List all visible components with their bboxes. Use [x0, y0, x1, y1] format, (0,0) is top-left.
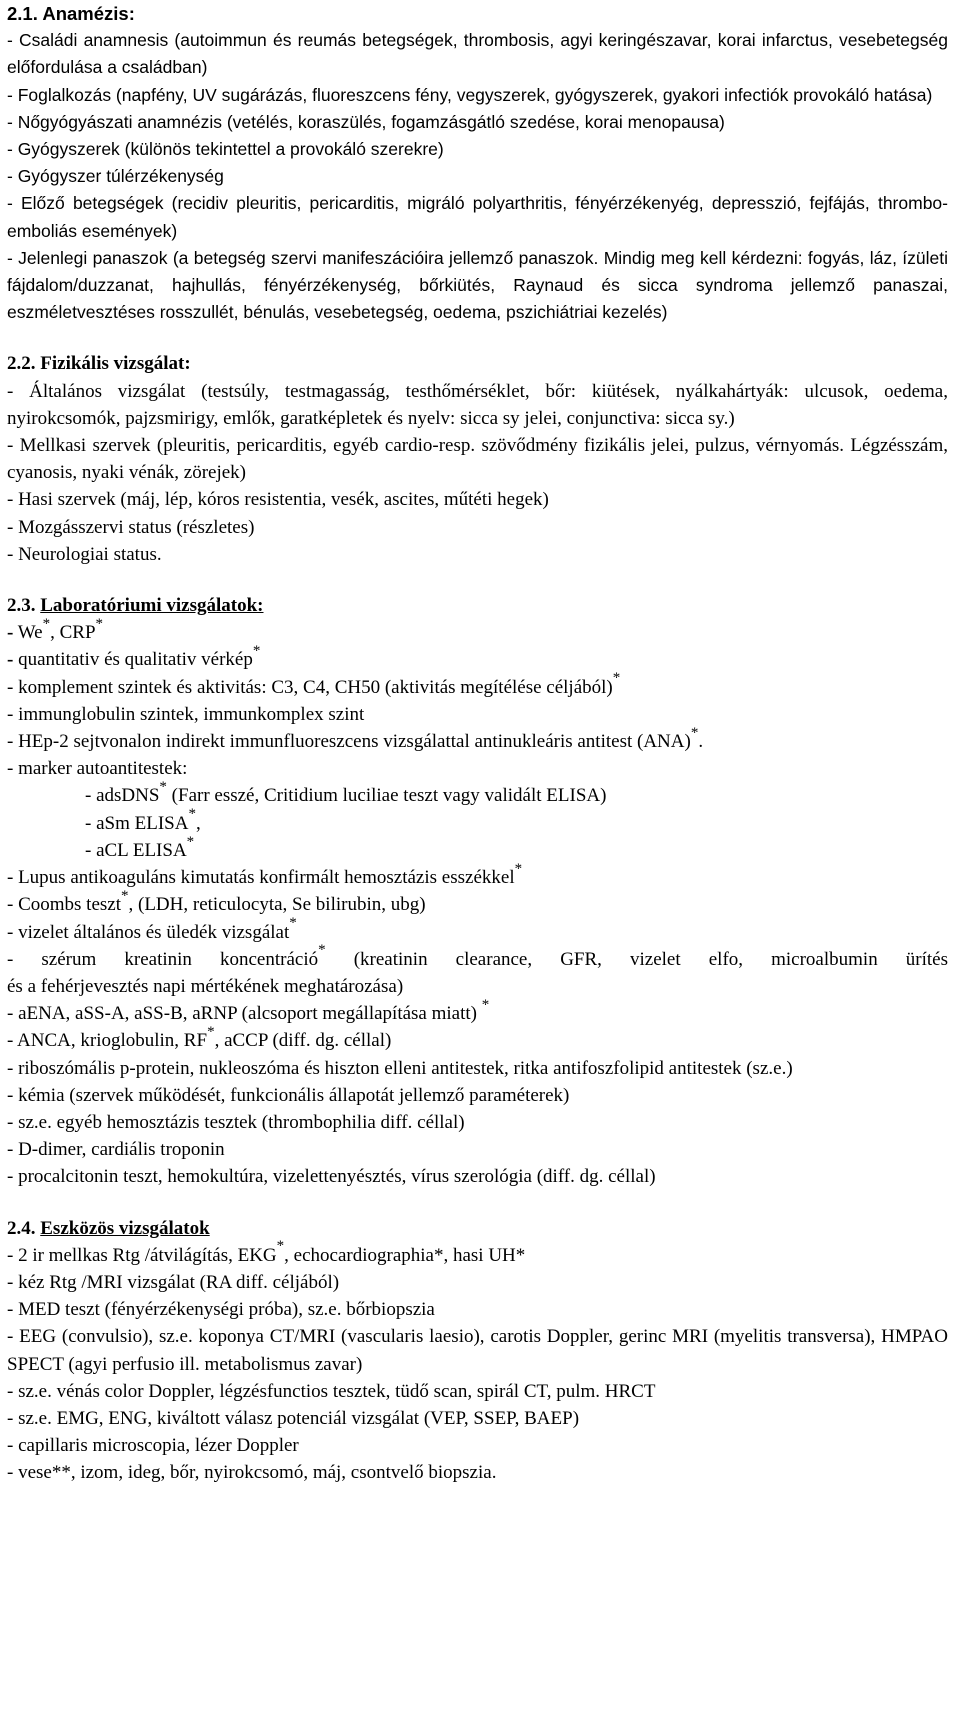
- list-item: - sz.e. egyéb hemosztázis tesztek (thrombophilia diff. céllal): [7, 1111, 465, 1133]
- list-item: - EEG (convulsio), sz.e. koponya CT/MRI (vascularis laesio), carotis Doppler, gerinc MRI (myelitis transversa), HMPAO SPECT (agyi perfusio ill. metabolismus zavar): [7, 1326, 948, 1375]
- list-item: - riboszómális p-protein, nukleoszóma és hiszton elleni antitestek, ritka antifoszfolipid antitestek (sz.e.): [7, 1057, 793, 1079]
- list-item: - Foglalkozás (napfény, UV sugárázás, fluoreszcens fény, vegyszerek, gyógyszerek, gyakori infectiók provokáló hatása): [7, 84, 933, 105]
- list-item: - Családi anamnesis (autoimmun és reumás betegségek, thrombosis, agyi keringészavar, korai infarctus, vesebetegség előfordulása a családban): [7, 30, 948, 78]
- list-item: - Lupus antikoaguláns kimutatás konfirmált hemosztázis esszékkel*: [7, 860, 523, 889]
- list-item: - sz.e. vénás color Doppler, légzésfunctios tesztek, tüdő scan, spirál CT, pulm. HRCT: [7, 1380, 656, 1402]
- list-item: - We*, CRP*: [7, 615, 104, 644]
- section-title: Fizikális vizsgálat:: [40, 353, 191, 375]
- list-item: - capillaris microscopia, lézer Doppler: [7, 1435, 299, 1457]
- list-item: - aSm ELISA*,: [85, 806, 201, 834]
- section-number: 2.2.: [7, 353, 36, 375]
- list-item: - quantitativ és qualitativ vérkép*: [7, 643, 261, 671]
- list-item: - aCL ELISA*: [85, 833, 195, 861]
- list-item: - procalcitonin teszt, hemokultúra, vizelettenyésztés, vírus szerológia (diff. dg. céllal): [7, 1166, 656, 1188]
- list-item: - Nőgyógyászati anamnézis (vetélés, koraszülés, fogamzásgátló szedése, korai menopausa): [7, 111, 725, 132]
- list-item: - vizelet általános és üledék vizsgálat*: [7, 915, 297, 943]
- list-item: - Mellkasi szervek (pleuritis, pericarditis, egyéb cardio-resp. szövődmény fizikális jelei, pulzus, vérnyomás. Légzésszám, cyanosis, nyaki vénák, zörejek): [7, 435, 948, 484]
- list-item: - vese**, izom, ideg, bőr, nyirokcsomó, máj, csontvelő biopszia.: [7, 1462, 497, 1484]
- list-item: - sz.e. EMG, ENG, kiváltott válasz potenciál vizsgálat (VEP, SSEP, BAEP): [7, 1407, 580, 1429]
- section-2-3-body: [7, 615, 949, 1190]
- section-2-4-heading: [7, 1215, 948, 1242]
- list-item: - MED teszt (fényérzékenységi próba), sz.e. bőrbiopszia: [7, 1299, 435, 1321]
- section-2-1-body: [7, 27, 948, 326]
- section-2-4-body: [7, 1238, 948, 1487]
- section-title: Laboratóriumi vizsgálatok:: [40, 595, 264, 617]
- list-item: - szérum kreatinin koncentráció* (kreatinin clearance, GFR, vizelet elfo, microalbumin ürítés: [7, 942, 949, 970]
- list-item: - Előző betegségek (recidiv pleuritis, pericarditis, migráló polyarthritis, fényérzékenyég, depresszió, fejfájás, thrombo-emboliás események): [7, 193, 948, 241]
- list-item: - adsDNS* (Farr esszé, Critidium luciliae teszt vagy validált ELISA): [85, 779, 607, 807]
- section-number: 2.1.: [7, 3, 38, 24]
- list-item: - Gyógyszerek (különös tekintettel a provokáló szerekre): [7, 139, 444, 160]
- section-2-3-heading: [7, 592, 948, 619]
- list-item: - ANCA, krioglobulin, RF*, aCCP (diff. dg. céllal): [7, 1023, 392, 1052]
- list-item: - kémia (szervek működését, funkcionális állapotát jellemző paraméterek): [7, 1084, 570, 1106]
- list-item: - aENA, aSS-A, aSS-B, aRNP (alcsoport megállapítása miatt) *: [7, 996, 490, 1025]
- section-2-1-heading: [7, 0, 948, 27]
- list-item: és a fehérjevesztés napi mértékének meghatározása): [7, 975, 404, 997]
- list-item: - Gyógyszer túlérzékenység: [7, 166, 224, 187]
- list-item: - Hasi szervek (máj, lép, kóros resistentia, vesék, ascites, műtéti hegek): [7, 489, 549, 511]
- list-item: - immunglobulin szintek, immunkomplex szint: [7, 703, 365, 725]
- list-item: - marker autoantitestek:: [7, 758, 188, 780]
- section-title: Eszközös vizsgálatok: [40, 1217, 210, 1239]
- list-item: - Coombs teszt*, (LDH, reticulocyta, Se bilirubin, ubg): [7, 887, 426, 916]
- list-item: - 2 ir mellkas Rtg /átvilágítás, EKG*, echocardiographia*, hasi UH*: [7, 1238, 526, 1266]
- section-number: 2.4.: [7, 1217, 36, 1239]
- list-item: - HEp-2 sejtvonalon indirekt immunfluoreszcens vizsgálattal antinukleáris antitest (ANA)*.: [7, 724, 704, 753]
- list-item: - Jelenlegi panaszok (a betegség szervi manifeszációira jellemző panaszok. Mindig meg kell kérdezni: fogyás, láz, ízületi fájdalom/duzzanat, hajhullás, fényérzékenység, bőrkiütés, Raynaud és sicca syndroma jellemző panaszai, eszméletvesztéses rosszullét, bénulás, vesebetegség, oedema, pszichiátriai kezelés): [7, 247, 948, 323]
- section-title: Anamézis:: [42, 3, 135, 24]
- list-item: - komplement szintek és aktivitás: C3, C4, CH50 (aktivitás megítélése céljából)*: [7, 670, 621, 698]
- list-item: - kéz Rtg /MRI vizsgálat (RA diff. céljából): [7, 1271, 340, 1293]
- list-item: - D-dimer, cardiális troponin: [7, 1139, 225, 1161]
- section-2-2-heading: [7, 350, 948, 377]
- section-number: 2.3.: [7, 595, 36, 617]
- section-2-2-body: [7, 378, 948, 568]
- list-item: - Mozgásszervi status (részletes): [7, 516, 255, 538]
- list-item: - Általános vizsgálat (testsúly, testmagasság, testhőmérséklet, bőr: kiütések, nyálkahártyák: ulcusok, oedema, nyirokcsomók, pajzsmirigy, emlők, garatképletek és nyelv: sicca sy jelei, conjunctiva: sicca sy.): [7, 380, 948, 429]
- list-item: - Neurologiai status.: [7, 543, 162, 565]
